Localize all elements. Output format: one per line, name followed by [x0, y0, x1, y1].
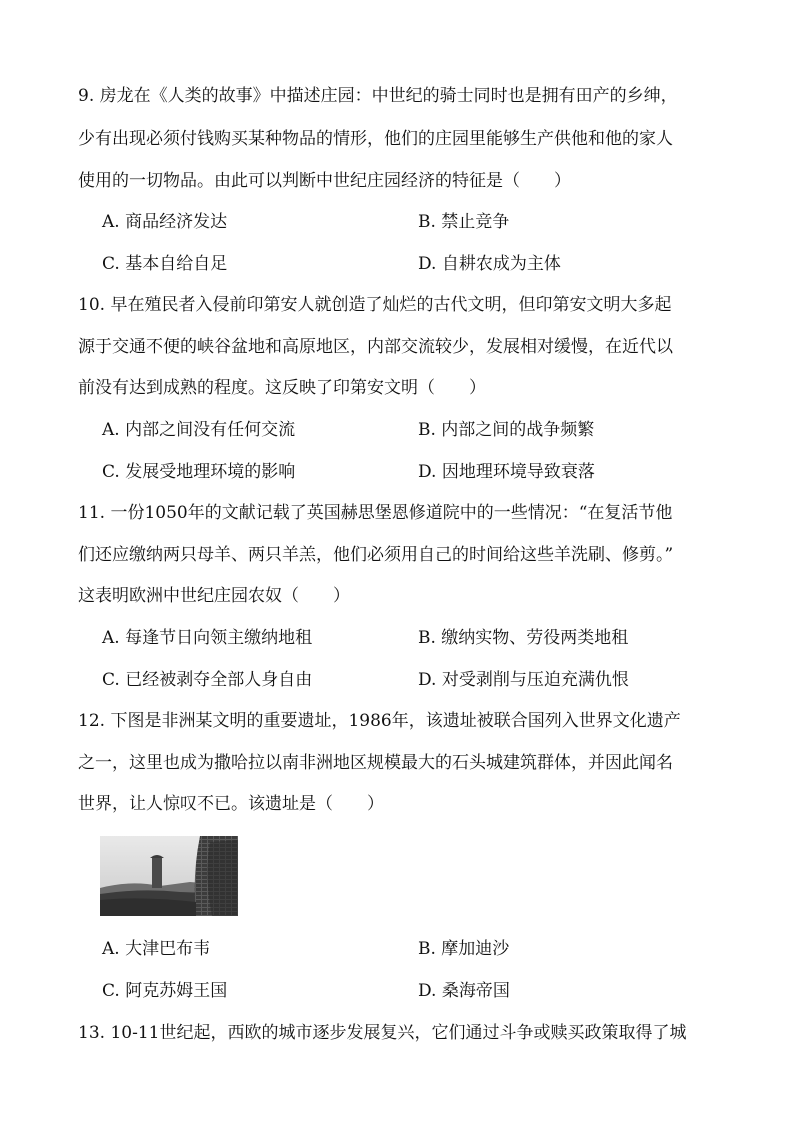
q12-option-c: C. 阿克苏姆王国	[102, 981, 228, 1001]
q11-line-1: 11. 一份1050年的文献记载了英国赫思堡恩修道院中的一些情况：“在复活节他	[78, 503, 673, 523]
q11-line-2: 们还应缴纳两只母羊、两只羊羔，他们必须用自己的时间给这些羊洗刷、修剪。”	[78, 545, 674, 565]
q11-option-d: D. 对受剥削与压迫充满仇恨	[418, 670, 629, 690]
q13-line-1: 13. 10-11世纪起，西欧的城市逐步发展复兴，它们通过斗争或赎买政策取得了城	[78, 1023, 687, 1043]
q10-option-b: B. 内部之间的战争频繁	[418, 420, 595, 440]
q12-line-1: 12. 下图是非洲某文明的重要遗址，1986年，该遗址被联合国列入世界文化遗产	[78, 711, 681, 731]
q10-line-2: 源于交通不便的峡谷盆地和高原地区，内部交流较少，发展相对缓慢，在近代以	[78, 337, 673, 357]
q12-option-b: B. 摩加迪沙	[418, 939, 510, 959]
q9-option-b: B. 禁止竞争	[418, 212, 510, 232]
q10-line-3: 前没有达到成熟的程度。这反映了印第安文明（ ）	[78, 378, 486, 398]
q12-option-a: A. 大津巴布韦	[102, 939, 211, 959]
q9-option-c: C. 基本自给自足	[102, 254, 228, 274]
q10-option-c: C. 发展受地理环境的影响	[102, 462, 296, 482]
q9-line-3: 使用的一切物品。由此可以判断中世纪庄园经济的特征是（ ）	[78, 171, 571, 191]
q11-option-c: C. 已经被剥夺全部人身自由	[102, 670, 313, 690]
q9-option-a: A. 商品经济发达	[102, 212, 228, 232]
q10-option-d: D. 因地理环境导致衰落	[418, 462, 595, 482]
stone-ruins-image	[100, 836, 238, 916]
q10-option-a: A. 内部之间没有任何交流	[102, 420, 296, 440]
q11-option-b: B. 缴纳实物、劳役两类地租	[418, 628, 629, 648]
q9-line-1: 9. 房龙在《人类的故事》中描述庄园：中世纪的骑士同时也是拥有田产的乡绅，	[78, 86, 678, 106]
q9-option-d: D. 自耕农成为主体	[418, 254, 561, 274]
q11-option-a: A. 每逢节日向领主缴纳地租	[102, 628, 313, 648]
q12-line-2: 之一，这里也成为撒哈拉以南非洲地区规模最大的石头城建筑群体，并因此闻名	[78, 753, 673, 773]
q12-line-3: 世界，让人惊叹不已。该遗址是（ ）	[78, 794, 384, 814]
q9-line-2: 少有出现必须付钱购买某种物品的情形，他们的庄园里能够生产供他和他的家人	[78, 129, 673, 149]
q10-line-1: 10. 早在殖民者入侵前印第安人就创造了灿烂的古代文明，但印第安文明大多起	[78, 295, 672, 315]
q11-line-3: 这表明欧洲中世纪庄园农奴（ ）	[78, 586, 350, 606]
q12-option-d: D. 桑海帝国	[418, 981, 510, 1001]
ruins-photo	[100, 836, 238, 916]
